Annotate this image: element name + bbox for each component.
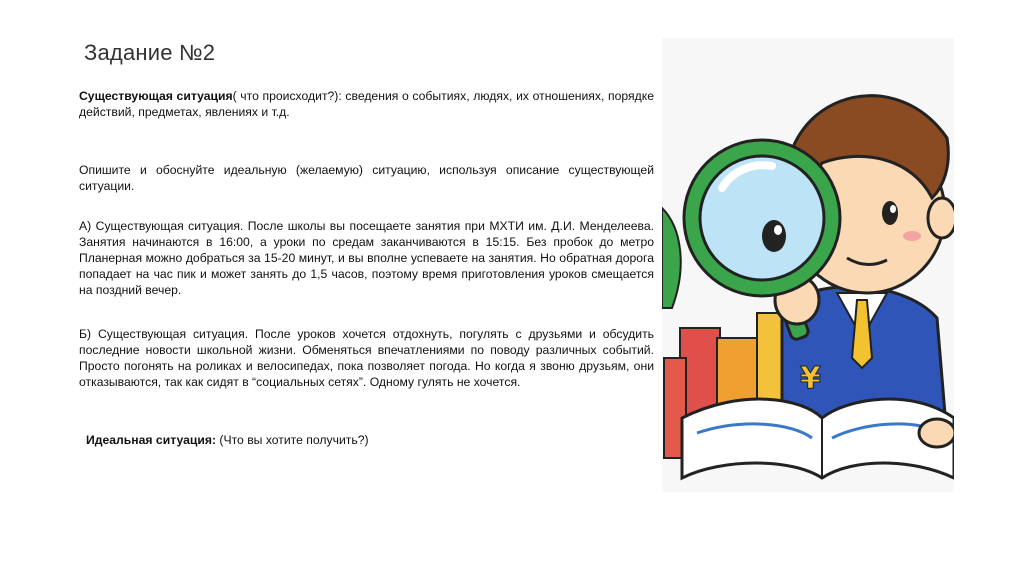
slide-title: Задание №2 [84,40,216,65]
ideal-situation-label: Идеальная ситуация: [86,433,217,447]
ideal-situation-prompt [86,432,586,448]
existing-situation-definition [79,88,654,120]
ideal-situation-question: (Что вы хотите получить?) [216,433,369,447]
boy-with-magnifying-glass-icon [662,38,954,492]
task-instruction: Опишите и обоснуйте идеальную (желаемую) ситуацию, используя описание существующей ситуации. [79,163,654,194]
svg-text:¥: ¥ [800,361,821,396]
situation-a-text: А) Существующая ситуация. После школы вы посещаете занятия при МХТИ им. Д.И. Менделеева. Занятия начинаются в 16:00, а уроки по средам заканчиваются в 15:15. Без пробок до метро Планерная можно добраться за 15-20 минут, и вы вполне успеваете на занятия. Но обратная дорога попадает на час пик и может занять до 1,5 часов, поэтому время приготовления уроков смещается на поздний вечер. [79,219,654,298]
existing-situation-label: Существующая ситуация [79,89,233,103]
existing-situation-description: ( что происходит?): сведения о событиях, людях, их отношениях, порядке действий, предметах, явлениях и т.д. [79,89,654,120]
situation-b-text: Б) Существующая ситуация. После уроков хочется отдохнуть, погулять с друзьями и обсудить последние новости школьной жизни. Обменяться впечатлениями по поводу различных событий. Просто погонять на роликах и велосипедах, пока позволяет погода. Но когда я звоню друзьям, они отказываются, так как сидят в “социальных сетях”. Одному гулять не хочется. [79,327,654,390]
